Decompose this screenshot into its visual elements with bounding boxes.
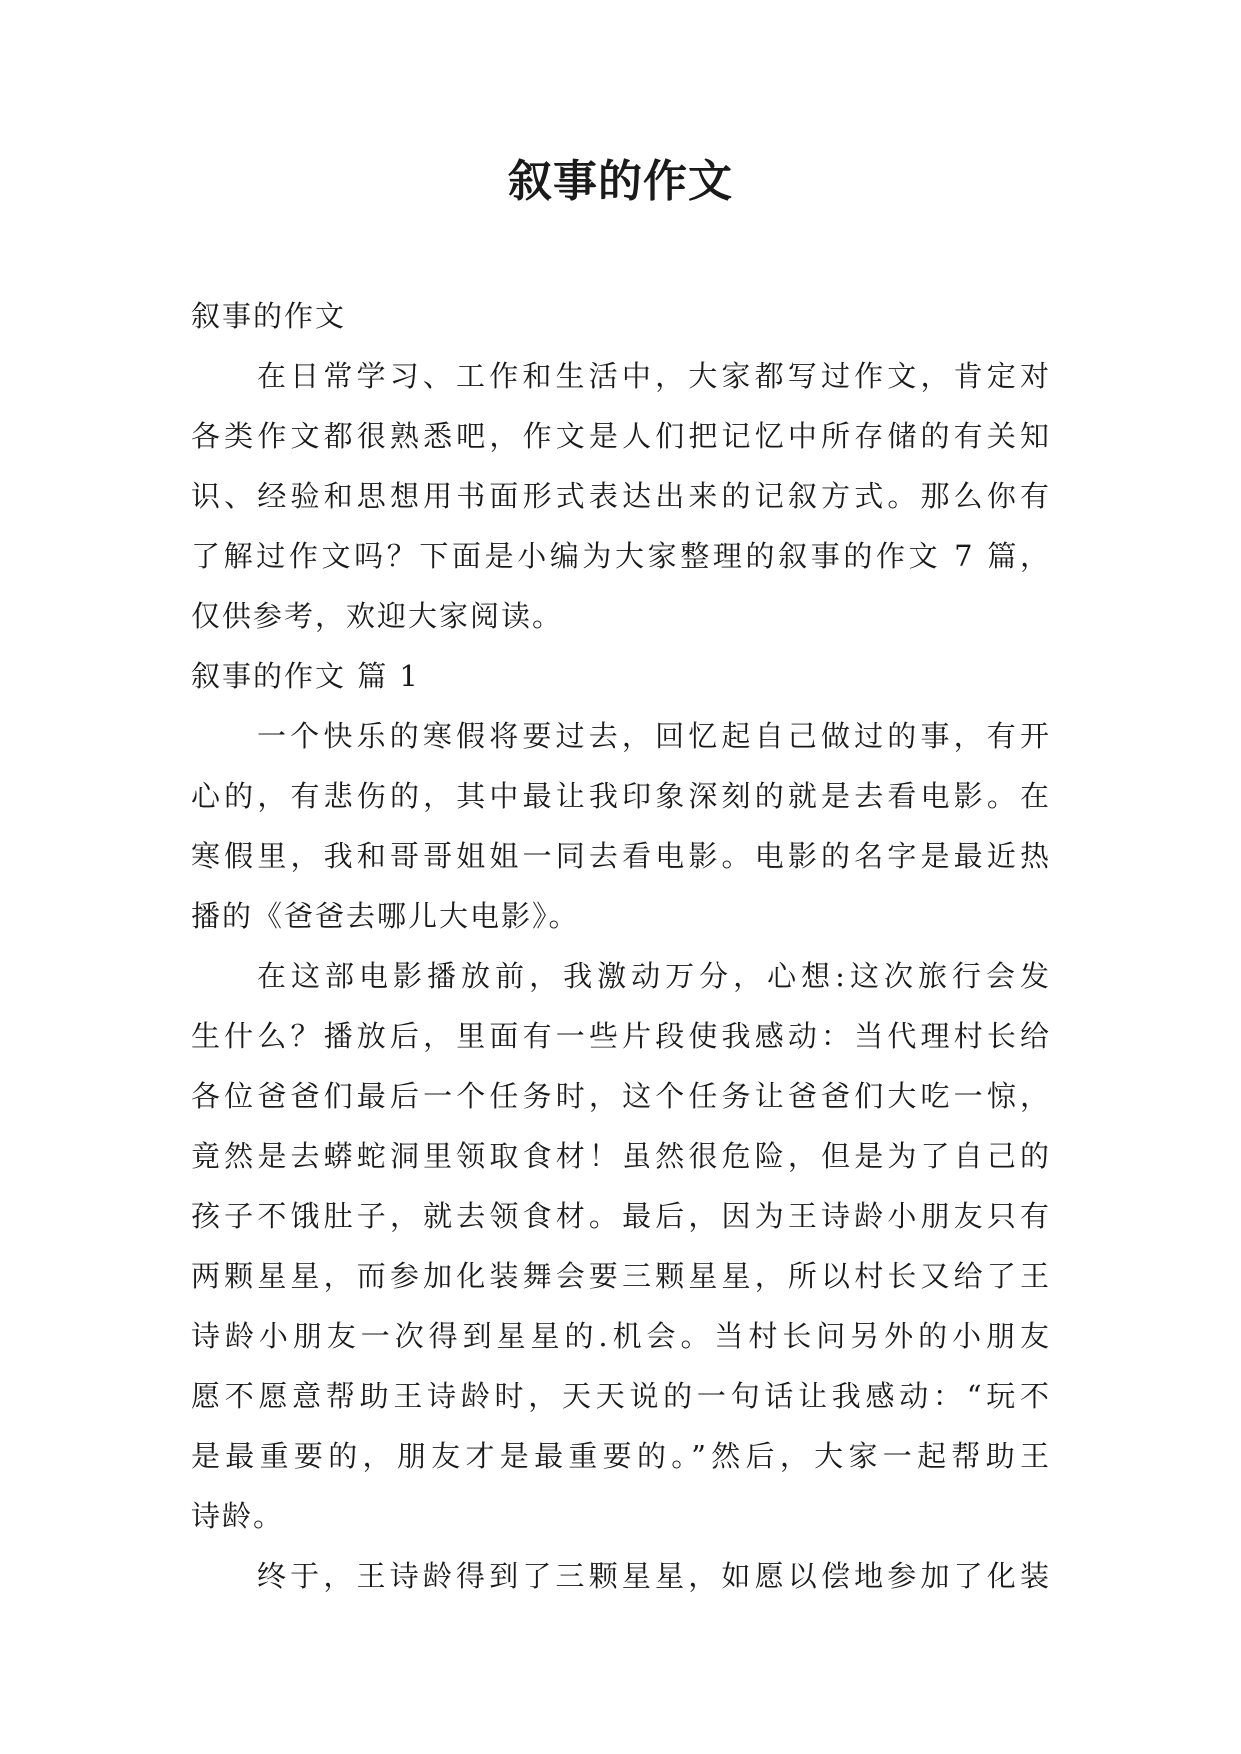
text-line: 心的，有悲伤的，其中最让我印象深刻的就是去看电影。在 — [191, 779, 1051, 813]
text-line: 各类作文都很熟悉吧，作文是人们把记忆中所存储的有关知 — [191, 419, 1051, 453]
text-line: 叙事的作文 — [191, 299, 347, 333]
text-line: 愿不愿意帮助王诗龄时，天天说的一句话让我感动：“玩不 — [191, 1379, 1051, 1413]
text-line: 两颗星星，而参加化装舞会要三颗星星，所以村长又给了王 — [191, 1259, 1051, 1293]
text-line: 一个快乐的寒假将要过去，回忆起自己做过的事，有开 — [257, 719, 1051, 753]
text-line: 诗龄小朋友一次得到星星的.机会。当村长问另外的小朋友 — [191, 1319, 1051, 1353]
text-line: 诗龄。 — [191, 1499, 285, 1533]
text-line: 播的《爸爸去哪儿大电影》。 — [191, 899, 580, 933]
section-heading: 叙事的作文 篇 1 — [191, 659, 420, 693]
text-line: 仅供参考，欢迎大家阅读。 — [191, 599, 564, 633]
document-body — [191, 286, 1051, 1606]
text-line: 竟然是去蟒蛇洞里领取食材！虽然很危险，但是为了自己的 — [191, 1139, 1051, 1173]
document-title: 叙事的作文 — [508, 156, 733, 207]
text-line: 生什么？播放后，里面有一些片段使我感动：当代理村长给 — [191, 1019, 1051, 1053]
text-line: 在这部电影播放前，我激动万分，心想:这次旅行会发 — [257, 959, 1051, 993]
text-line: 寒假里，我和哥哥姐姐一同去看电影。电影的名字是最近热 — [191, 839, 1051, 873]
text-line: 各位爸爸们最后一个任务时，这个任务让爸爸们大吃一惊， — [191, 1079, 1051, 1113]
text-line: 识、经验和思想用书面形式表达出来的记叙方式。那么你有 — [191, 479, 1051, 513]
text-line: 孩子不饿肚子，就去领食材。最后，因为王诗龄小朋友只有 — [191, 1199, 1051, 1233]
text-line: 了解过作文吗？下面是小编为大家整理的叙事的作文 7 篇， — [191, 539, 1051, 573]
text-line: 是最重要的，朋友才是最重要的。”然后，大家一起帮助王 — [191, 1439, 1051, 1473]
text-line: 在日常学习、工作和生活中，大家都写过作文，肯定对 — [257, 359, 1051, 393]
text-line: 终于，王诗龄得到了三颗星星，如愿以偿地参加了化装 — [257, 1559, 1051, 1593]
